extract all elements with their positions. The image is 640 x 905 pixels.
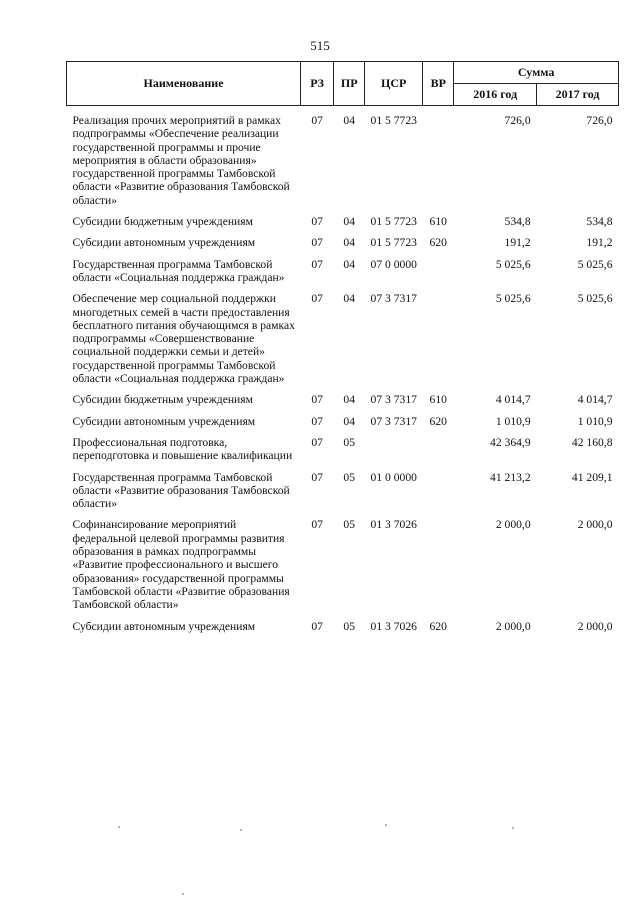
row-rz: 07: [311, 257, 323, 271]
row-sum-2017: 726,0: [586, 114, 613, 127]
row-pr: 05: [343, 435, 355, 449]
row-sum-2016: 1 010,9: [495, 414, 531, 428]
row-name: Субсидии автономным учреждениям: [72, 414, 256, 428]
row-sum-2016: 42 364,9: [490, 435, 531, 449]
row-csr: 01 3 7026: [370, 518, 417, 532]
table-row: [67, 518, 619, 619]
row-pr: 05: [343, 619, 355, 633]
scan-speck: [182, 893, 184, 895]
row-pr: 04: [343, 292, 355, 306]
row-name: Профессиональная подготовка, переподготовка и повышение квалификации: [72, 435, 293, 463]
header-sum: Сумма: [454, 62, 619, 84]
scan-speck: [385, 824, 387, 826]
scan-speck: [240, 829, 242, 831]
row-csr: 07 3 7317: [370, 393, 417, 407]
row-vr: [423, 106, 454, 216]
row-name: Государственная программа Тамбовской области «Социальная поддержка граждан»: [72, 257, 285, 284]
table-body: [67, 106, 619, 641]
row-vr: [423, 258, 454, 293]
row-rz: 07: [311, 114, 323, 127]
table-row: [67, 106, 619, 216]
row-pr: 04: [343, 114, 355, 127]
row-pr: 05: [343, 518, 355, 532]
row-sum-2016: 2 000,0: [495, 518, 531, 532]
row-name: Обеспечение мер социальной поддержки многодетных семей в части предоставления бесплатного питания обучающимся в рамках подпрограммы «Совершенствование социальной поддержки семьи и детей» государственной программы Тамбовской области «Социальная поддержка граждан»: [72, 292, 295, 386]
header-pr: ПР: [334, 62, 365, 106]
row-rz: 07: [311, 236, 323, 250]
row-rz: 07: [311, 393, 323, 407]
header-csr: ЦСР: [365, 62, 423, 106]
row-rz: 07: [311, 435, 323, 449]
row-rz: 07: [311, 470, 323, 484]
row-csr: 01 5 7723: [370, 236, 417, 250]
row-vr: [423, 518, 454, 619]
row-sum-2017: 41 209,1: [571, 470, 613, 484]
table-row: [67, 393, 619, 414]
row-rz: 07: [311, 215, 323, 229]
header-rz: РЗ: [301, 62, 334, 106]
row-sum-2017: 2 000,0: [577, 619, 613, 633]
row-pr: 04: [343, 414, 355, 428]
row-sum-2016: 726,0: [504, 114, 531, 127]
row-sum-2016: 191,2: [504, 236, 531, 250]
row-sum-2017: 5 025,6: [577, 257, 613, 271]
row-sum-2016: 2 000,0: [495, 619, 531, 633]
row-sum-2016: 5 025,6: [495, 257, 531, 271]
table-row: [67, 258, 619, 293]
row-name: Софинансирование мероприятий федеральной целевой программы развития образования в рамках подпрограммы «Развитие профессионального и высшего образования» государственной программы Тамбовской области «Развитие образования Тамбовской области»: [72, 518, 290, 612]
header-name: Наименование: [67, 62, 301, 106]
table-row: [67, 436, 619, 471]
table-row: [67, 215, 619, 236]
row-csr: 01 0 0000: [370, 470, 417, 484]
row-sum-2017: 534,8: [586, 215, 613, 229]
page-number: 515: [310, 38, 330, 53]
row-name: Субсидии автономным учреждениям: [72, 236, 256, 250]
row-sum-2016: 41 213,2: [490, 470, 531, 484]
row-name: Субсидии бюджетным учреждениям: [72, 215, 253, 229]
row-sum-2017: 1 010,9: [577, 414, 613, 428]
row-name: Субсидии бюджетным учреждениям: [72, 393, 253, 407]
row-sum-2016: 4 014,7: [495, 393, 531, 407]
budget-table: [66, 61, 619, 641]
header-year-2016: 2016 год: [454, 84, 537, 106]
row-sum-2017: 4 014,7: [577, 393, 613, 407]
row-sum-2017: 42 160,8: [571, 435, 613, 449]
row-name: Реализация прочих мероприятий в рамках подпрограммы «Обеспечение реализации государственной программы и прочие мероприятия в области образования» государственной программы Тамбовской области «Развитие образования Тамбовской области»: [72, 114, 290, 207]
row-pr: 04: [343, 393, 355, 407]
header-vr: ВР: [423, 62, 454, 106]
row-rz: 07: [311, 518, 323, 532]
row-csr: [365, 436, 423, 471]
table-row: [67, 236, 619, 257]
row-vr: [423, 436, 454, 471]
row-sum-2017: 2 000,0: [577, 518, 613, 532]
row-csr: 07 3 7317: [370, 292, 417, 306]
row-rz: 07: [311, 292, 323, 306]
row-vr: [423, 471, 454, 519]
row-sum-2017: 5 025,6: [577, 292, 613, 306]
table-row: [67, 415, 619, 436]
row-vr: 610: [429, 393, 447, 407]
row-csr: 07 0 0000: [370, 257, 417, 271]
row-vr: [423, 292, 454, 393]
row-pr: 04: [343, 257, 355, 271]
scan-speck: [512, 827, 514, 829]
row-vr: 620: [429, 236, 447, 250]
table-row: [67, 471, 619, 519]
row-vr: 620: [429, 414, 447, 428]
row-sum-2017: 191,2: [586, 236, 613, 250]
row-vr: 620: [429, 619, 447, 633]
row-sum-2016: 534,8: [504, 215, 531, 229]
row-csr: 01 5 7723: [370, 114, 417, 127]
row-vr: 610: [429, 215, 447, 229]
row-pr: 05: [343, 470, 355, 484]
row-csr: 01 5 7723: [370, 215, 417, 229]
row-rz: 07: [311, 619, 323, 633]
scan-speck: [118, 826, 120, 828]
header-year-2017: 2017 год: [537, 84, 619, 106]
row-sum-2016: 5 025,6: [495, 292, 531, 306]
row-csr: 07 3 7317: [370, 414, 417, 428]
row-rz: 07: [311, 414, 323, 428]
row-csr: 01 3 7026: [370, 619, 417, 633]
row-pr: 04: [343, 215, 355, 229]
row-name: Субсидии автономным учреждениям: [72, 619, 256, 633]
row-name: Государственная программа Тамбовской области «Развитие образования Тамбовской области»: [72, 470, 290, 511]
row-pr: 04: [343, 236, 355, 250]
table-row: [67, 292, 619, 393]
table-row: [67, 620, 619, 641]
